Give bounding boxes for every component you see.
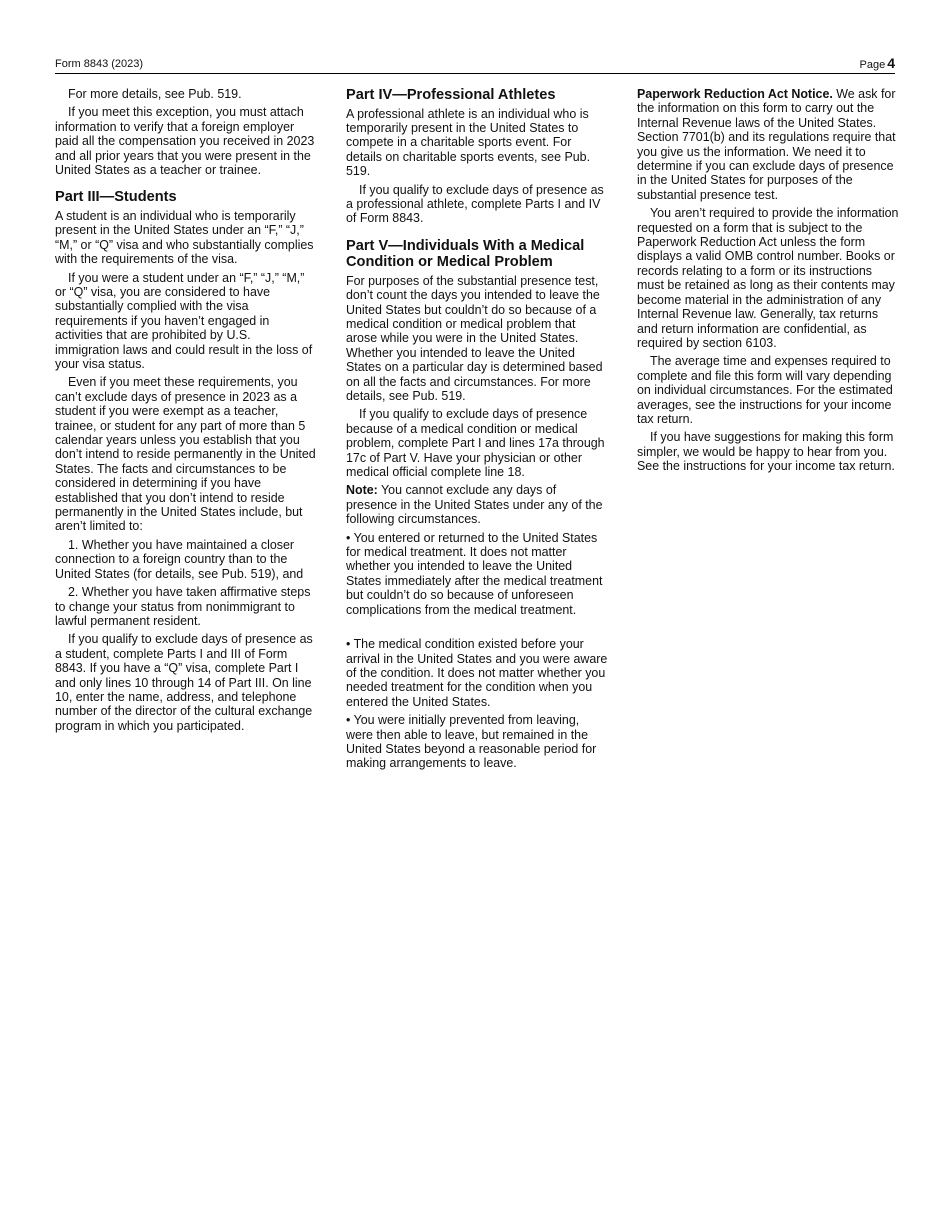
paragraph-not-required: You aren’t required to provide the information requested on a form that is subject to the Paperwork Reduction Act unless the form displays a valid OMB control number. Books or records relating to a form or its instructions must be retained as long as their contents may become material in the administration of any Internal Revenue law. Generally, tax returns and return information are confidential, as required by section 6103. — [637, 206, 899, 350]
paragraph-student-compliance: If you were a student under an “F,” “J,” “M,” or “Q” visa, you are considered to have substantially complied with the visa requirements if you haven’t engaged in activities that are prohibited by U.S. immigration laws and could result in the loss of your visa status. — [55, 270, 313, 371]
paragraph-average-time: The average time and expenses required to complete and file this form will vary depending on individual circumstances. For the estimated averages, see the instructions for your income tax return. — [637, 354, 893, 426]
paragraph-even-if: Even if you meet these requirements, you can’t exclude days of presence in 2023 as a student if you were exempt as a teacher, trainee, or student for any part of more than 5 calendar years unless you establish that you don’t intend to reside permanently in the United States. The facts and circumstances to be considered in determining if you have established that you don’t intend to reside permanently in the United States include, but aren’t limited to: — [55, 375, 316, 534]
paragraph-student-qualify: If you qualify to exclude days of presence as a student, complete Parts I and III of Form 8843. If you have a “Q” visa, complete Part I and only lines 10 through 14 of Part III. On line 10, enter the name, address, and telephone number of the director of the cultural exchange program in which you participated. — [55, 632, 313, 733]
paragraph-exception: If you meet this exception, you must attach information to verify that a foreign employer paid all the compensation you received in 2023 and all prior years that you were present in the United States as a teacher or trainee. — [55, 105, 315, 178]
bullet-preexisting-condition: • The medical condition existed before your arrival in the United States and you were aware of the condition. It does not matter whether you needed treatment for the condition when you entered the United States. — [346, 637, 608, 709]
page-number: 4 — [887, 55, 895, 71]
form-id: Form 8843 (2023) — [55, 58, 144, 70]
paperwork-notice-paragraph — [637, 87, 899, 202]
paperwork-notice-label: Paperwork Reduction Act Notice. — [637, 87, 833, 101]
paperwork-notice-text: We ask for the information on this form to carry out the Internal Revenue laws of the United States. Section 7701(b) and its regulations require that you give us the information. We need it to determine if you can exclude days of presence in the United States for purposes of the substantial presence test. — [637, 87, 896, 202]
paragraph-suggestions: If you have suggestions for making this form simpler, we would be happy to hear from you. See the instructions for your income tax return. — [637, 430, 895, 474]
paragraph-medical-qualify: If you qualify to exclude days of presence because of a medical condition or medical problem, complete Part I and lines 17a through 17c of Part V. Have your physician or other medical official complete line 18. — [346, 407, 605, 480]
column-1 — [55, 87, 317, 737]
column-2 — [346, 87, 608, 775]
bullet-medical-treatment: • You entered or returned to the United States for medical treatment. It does not matter whether you intended to leave the United States immediately after the medical treatment but couldn’t do so because of unforeseen complications from the medical treatment. — [346, 530, 603, 617]
list-item-2: 2. Whether you have taken affirmative steps to change your status from nonimmigrant to lawful permanent resident. — [55, 585, 311, 628]
note-paragraph — [346, 483, 608, 526]
note-text: You cannot exclude any days of presence in the United States under any of the following circumstances. — [346, 483, 603, 527]
paragraph-athlete-qualify: If you qualify to exclude days of presence as a professional athlete, complete Parts I and IV of Form 8843. — [346, 182, 604, 226]
paragraph-medical-purpose: For purposes of the substantial presence test, don’t count the days you intended to leave the United States but couldn’t do so because of a medical condition or medical problem that arose while you were in the United States. Whether you intended to leave the United States on a particular day is determined based on all the facts and circumstances. For more details, see Pub. 519. — [346, 273, 603, 403]
note-label: Note: — [346, 483, 378, 498]
column-3 — [637, 87, 899, 478]
page-header — [55, 56, 895, 74]
part-5-heading: Part V—Individuals With a Medical Condition or Medical Problem — [346, 237, 585, 271]
page-number-label — [860, 55, 896, 71]
paragraph-athlete-definition: A professional athlete is an individual who is temporarily present in the United States to compete in a charitable sports event. For details on charitable sports events, see Pub. 519. — [346, 106, 591, 179]
list-item-1: 1. Whether you have maintained a closer connection to a foreign country than to the United States (for details, see Pub. 519), and — [55, 537, 304, 581]
page-label: Page — [859, 59, 886, 71]
part-3-heading: Part III—Students — [55, 189, 177, 206]
paragraph-pub-reference: For more details, see Pub. 519. — [68, 87, 242, 101]
paragraph-student-definition: A student is an individual who is temporarily present in the United States under an “F,” “J,” “M,” or “Q” visa and who substantially complies with the requirements of the visa. — [55, 208, 314, 267]
bullet-prevented-leaving: • You were initially prevented from leaving, were then able to leave, but remained in the United States beyond a reasonable period for making arrangements to leave. — [346, 713, 597, 771]
part-4-heading: Part IV—Professional Athletes — [346, 87, 556, 103]
